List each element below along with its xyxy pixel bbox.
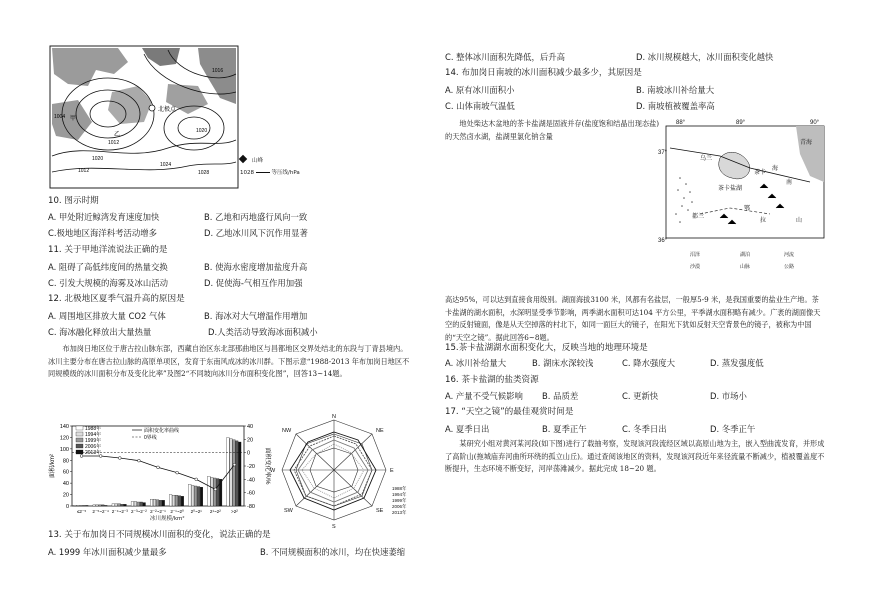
bar-1-3 xyxy=(134,501,137,506)
legend-isobar-value: 1028 xyxy=(240,170,254,176)
q11-option-c[interactable]: C. 引发大规模的海雾及冰山活动 xyxy=(48,278,169,288)
q14-option-d[interactable]: D. 南坡植被覆盖率高 xyxy=(636,101,715,111)
q10-option-c[interactable]: C.极地地区海洋科考活动增多 xyxy=(48,228,158,238)
line-point-5 xyxy=(176,471,179,474)
bar-3-3 xyxy=(140,502,143,506)
bar-1-0 xyxy=(77,505,80,506)
bar-1-8 xyxy=(230,439,233,506)
peak-icon xyxy=(239,155,247,163)
svg-text:W: W xyxy=(270,468,276,474)
svg-text:E: E xyxy=(390,468,394,474)
lat-37-label: 37° xyxy=(658,150,668,156)
bar-0-7 xyxy=(208,476,211,506)
bar-0-6 xyxy=(188,484,191,506)
x-tick-label: 2⁻²~2⁻¹ xyxy=(150,509,166,514)
svg-text:1004: 1004 xyxy=(54,114,66,120)
svg-text:SE: SE xyxy=(376,508,384,514)
q11-stem: 11. 关于甲地洋流说法正确的是 xyxy=(48,245,168,255)
bar-3-1 xyxy=(102,505,105,506)
bar-4-6 xyxy=(200,487,203,506)
q10-option-a[interactable]: A. 甲处附近鲸湾发育速度加快 xyxy=(48,212,160,222)
q14-stem: 14. 布加岗日南坡的冰川面积减少最多少，其原因是 xyxy=(445,68,642,78)
x-tick-label: >2² xyxy=(231,509,238,514)
map-legend xyxy=(240,156,300,176)
q14-option-a[interactable]: A. 原有冰川面积小 xyxy=(445,85,515,95)
bar-1-6 xyxy=(191,485,194,506)
legend-swatch-0 xyxy=(76,426,83,430)
glacier-area-chart xyxy=(48,418,270,528)
bar-3-2 xyxy=(121,504,124,506)
e-label: 鄂 xyxy=(744,206,751,212)
q15-option-a[interactable]: A. 冰川补给量大 xyxy=(445,358,507,368)
dulan-label: 都兰 xyxy=(692,214,705,220)
svg-text:乙: 乙 xyxy=(114,132,121,138)
line-point-4 xyxy=(157,466,160,469)
y-tick-label: 60 xyxy=(62,469,69,476)
svg-text:NE: NE xyxy=(376,428,384,434)
bar-0-4 xyxy=(150,499,153,506)
qinghai-label: 青海 xyxy=(800,140,813,146)
q16-option-b[interactable]: B. 品质差 xyxy=(542,391,579,401)
q14-option-b[interactable]: B. 南坡冰川补给量大 xyxy=(636,85,715,95)
bar-0-0 xyxy=(74,505,77,506)
svg-text:公路: 公路 xyxy=(784,264,795,270)
svg-text:NW: NW xyxy=(282,428,292,434)
svg-text:1994年: 1994年 xyxy=(392,492,407,497)
q15-option-b[interactable]: B. 湖床水深较浅 xyxy=(532,358,594,368)
svg-text:2013年: 2013年 xyxy=(392,510,407,515)
wulan-label: 乌兰 xyxy=(700,156,713,162)
legend-swatch-3 xyxy=(76,444,83,448)
bar-4-4 xyxy=(162,500,165,506)
bar-1-5 xyxy=(172,495,175,506)
chaka-town-label: 茶卡 xyxy=(754,170,767,176)
bar-3-0 xyxy=(83,505,86,506)
bar-2-5 xyxy=(175,495,178,506)
svg-text:1024: 1024 xyxy=(160,162,172,168)
svg-text:山脉: 山脉 xyxy=(740,264,751,270)
legend-label-4: 2013年 xyxy=(85,450,102,456)
y-tick-label: 140 xyxy=(59,424,69,430)
svg-text:1012: 1012 xyxy=(78,168,90,174)
lon-89-label: 89° xyxy=(736,120,746,126)
bar-1-7 xyxy=(210,477,213,506)
x-tick-label: 2⁻⁴~2⁻³ xyxy=(111,509,128,514)
x-tick-label: 2⁻³~2⁻² xyxy=(131,509,147,514)
q13-stem: 13. 关于布加岗日不同规模冰川面积的变化，说法正确的是 xyxy=(48,530,271,540)
bar-0-1 xyxy=(93,505,96,506)
legend-swatch-2 xyxy=(76,438,83,442)
passage-yellow-river: 某研究小组对黄河某河段(如下图)进行了载抽考察，发现该河段流经区域以高原山地为主，嵌入型曲流发育，并形成了高阶山(拖城庙弃河曲所环绕的孤立山丘)。通过查阅该地区的资料，发现该河段近年来径流量不断减少，植被覆盖度不断提升，生态环境不断变好，河岸荡滩减少。据此完成 18~20 题。 xyxy=(445,439,825,473)
legend-label-2: 1999年 xyxy=(85,438,102,444)
line-point-3 xyxy=(137,459,140,462)
legend-zero-label: 0界线 xyxy=(144,435,157,441)
q13-option-a[interactable]: A. 1999 年冰川面积减少量最多 xyxy=(48,547,167,557)
nan-label: 南 xyxy=(786,180,793,186)
passage-chaka-part1: 地处柴达木盆地的茶卡盐湖是固液并存(盐度饱和结晶出现态盐)的天然卤水湖，盐湖里氯化钠含量 xyxy=(445,119,660,141)
bar-0-3 xyxy=(131,501,134,506)
y2-tick-label: 40 xyxy=(247,424,254,430)
q16-option-d[interactable]: D. 市场小 xyxy=(710,391,747,401)
legend-label-1: 1994年 xyxy=(85,432,102,438)
y-tick-label: 0 xyxy=(65,504,69,510)
bar-2-1 xyxy=(99,505,102,506)
q17-option-b[interactable]: B. 夏季正午 xyxy=(542,424,587,434)
svg-text:沼泽: 沼泽 xyxy=(690,252,701,258)
y-tick-label: 80 xyxy=(62,458,69,465)
q13-option-d[interactable]: D. 冰川规模越大，冰川面积变化越快 xyxy=(636,52,774,62)
svg-text:1028: 1028 xyxy=(198,170,210,176)
x-tick-label: 2⁻¹~2⁰ xyxy=(170,509,184,514)
svg-text:甲: 甲 xyxy=(70,116,77,122)
q17-stem: 17. “天空之镜”的最佳观赏时间是 xyxy=(445,407,574,417)
svg-text:1016: 1016 xyxy=(212,68,224,74)
q17-option-d[interactable]: D. 冬季正午 xyxy=(710,424,756,434)
q12-option-d[interactable]: D.人类活动导致海冰面积减小 xyxy=(208,327,318,337)
q16-option-a[interactable]: A. 产量不受气候影响 xyxy=(445,391,523,401)
legend-isobar-label: 等压线/hPa xyxy=(271,170,300,176)
x-tick-label: 2⁰~2¹ xyxy=(190,509,202,514)
passage-chaka-part2: 高达95%，可以达到直接食用级别。湖面海拔3100 米，风都有名盐层，一般厚5-9 米，是我国重要的盐业生产地。茶卡盐湖的湖水面积，水深明显受季节影响，两季湖水面积可达104 平方公里，平季湖水面积略有减少。广袤的湖面像天空的反射镜面，像是从天空掉落的村北下，如同一面巨大的镜子，在阳光下犹如反射天空背景色的镜子，被称为中国的“天空之镜”。据此回答6~8题。 xyxy=(445,295,821,342)
lat-36-label: 36° xyxy=(658,238,668,244)
y2-tick-label: -40 xyxy=(247,477,255,484)
y2-tick-label: 20 xyxy=(247,437,254,444)
y-tick-label: 40 xyxy=(62,481,69,488)
lon-90-label: 90° xyxy=(810,120,820,126)
q11-option-a[interactable]: A. 阻碍了高低纬度间的热量交换 xyxy=(48,262,168,272)
bar-1-1 xyxy=(96,505,99,506)
q15-option-d[interactable]: D. 蒸发强度低 xyxy=(710,358,764,368)
bar-2-2 xyxy=(118,504,121,506)
lon-88-label: 88° xyxy=(676,120,686,126)
svg-text:1020: 1020 xyxy=(196,128,208,134)
svg-text:SW: SW xyxy=(284,508,293,514)
y2-axis-label: 面积变化率/% xyxy=(264,447,270,485)
q16-option-c[interactable]: C. 更新快 xyxy=(622,391,659,401)
q10-stem: 10. 图示时期 xyxy=(48,196,99,206)
bar-3-6 xyxy=(197,487,200,506)
la-label: 拉 xyxy=(760,218,767,224)
y2-tick-label: -80 xyxy=(247,504,255,510)
arctic-pressure-map xyxy=(48,44,240,190)
svg-text:1988年: 1988年 xyxy=(392,486,407,491)
svg-text:湖泊: 湖泊 xyxy=(740,252,751,258)
shan-label: 山 xyxy=(796,218,803,224)
svg-text:S: S xyxy=(332,524,336,530)
q12-option-b[interactable]: B. 海冰对大气增温作用增加 xyxy=(204,311,308,321)
bar-1-4 xyxy=(153,499,156,506)
y-tick-label: 20 xyxy=(62,492,69,499)
y2-tick-label: -60 xyxy=(247,490,255,497)
bar-1-2 xyxy=(115,504,118,506)
bar-4-8 xyxy=(238,442,241,506)
q15-stem: 15.茶卡盐湖湖水面积变化大，反映当地的地理环境是 xyxy=(445,343,648,353)
legend-peak-label: 山峰 xyxy=(252,158,264,164)
passage-bujiagangri: 布加岗日地区位于唐古拉山脉东部，西藏自治区东北部那曲地区与昌都地区交界处结北的东段与丁青县境内。冰川主要分布在唐古拉山脉的高原单项区，发育于东南风成冰的冰川群。下图示意“1988-2013 年布加岗日地区不同规模级的冰川面积分布及变化比率”及图2“不同坡向冰川分布面积变化图”，回答13~14题。 xyxy=(48,344,410,378)
bar-2-3 xyxy=(137,502,140,506)
svg-text:2006年: 2006年 xyxy=(392,504,407,509)
legend-label-0: 1988年 xyxy=(85,426,102,432)
y2-tick-label: 0 xyxy=(247,450,251,457)
bar-4-3 xyxy=(143,503,146,506)
svg-text:1999年: 1999年 xyxy=(392,498,407,503)
legend-label-3: 2006年 xyxy=(85,444,102,450)
y2-tick-label: -20 xyxy=(247,464,255,470)
bar-3-8 xyxy=(235,441,238,506)
bar-3-4 xyxy=(159,500,162,506)
bar-2-0 xyxy=(80,505,83,506)
svg-text:沙漠: 沙漠 xyxy=(690,264,701,270)
q12-option-a[interactable]: A. 周围地区排放大量 CO2 气体 xyxy=(48,311,166,321)
svg-text:河流: 河流 xyxy=(784,252,795,258)
chaka-salt-lake-map xyxy=(660,118,828,278)
aspect-radar-chart xyxy=(254,412,416,530)
q16-stem: 16. 茶卡盐湖的盐类资源 xyxy=(445,375,539,385)
q10-option-d[interactable]: D. 乙地冰川风下沉作用显著 xyxy=(204,228,308,238)
x-tick-label: 2⁻⁵~2⁻⁴ xyxy=(92,509,109,514)
bar-2-4 xyxy=(156,500,159,506)
x-tick-label: ≤2⁻⁵ xyxy=(76,509,87,514)
q12-option-c[interactable]: C. 海冰融化释放出大量热量 xyxy=(48,327,152,337)
q15-option-c[interactable]: C. 降水强度大 xyxy=(622,358,676,368)
line-point-6 xyxy=(195,478,198,481)
line-point-2 xyxy=(118,457,121,460)
bar-0-2 xyxy=(112,504,115,506)
chart-xlabel: 冰川规模/km² xyxy=(150,516,185,522)
svg-text:1020: 1020 xyxy=(92,156,104,162)
bar-2-8 xyxy=(233,440,236,506)
q17-option-a[interactable]: A. 夏季日出 xyxy=(445,424,490,434)
q13-option-c[interactable]: C. 整体冰川面积先降低，后升高 xyxy=(445,52,566,62)
bar-3-7 xyxy=(216,479,219,506)
legend-swatch-1 xyxy=(76,432,83,436)
bar-4-2 xyxy=(124,504,127,506)
line-point-8 xyxy=(233,463,236,466)
bar-4-1 xyxy=(105,505,108,506)
chart-svg xyxy=(48,418,270,528)
bar-2-6 xyxy=(194,486,197,506)
bar-3-5 xyxy=(178,496,181,506)
line-point-0 xyxy=(80,455,83,458)
q11-option-b[interactable]: B. 使海水密度增加盐度升高 xyxy=(204,262,308,272)
bar-4-0 xyxy=(86,505,89,506)
bar-4-5 xyxy=(181,496,184,506)
bar-0-5 xyxy=(169,495,172,506)
isobar-line-icon xyxy=(256,172,270,173)
y-axis-label: 面积/km² xyxy=(50,454,56,478)
q17-option-c[interactable]: C. 冬季日出 xyxy=(622,424,667,434)
x-tick-label: 2¹~2² xyxy=(209,509,221,514)
legend-line-label: 面积变化率曲线 xyxy=(144,428,180,434)
q14-option-c[interactable]: C. 山体南坡气温低 xyxy=(445,101,515,111)
q10-option-b[interactable]: B. 乙地和丙地盛行风向一致 xyxy=(204,212,308,222)
q13-option-b[interactable]: B. 不同规模面积的冰川，均在快速萎缩 xyxy=(260,547,406,557)
svg-text:北极点: 北极点 xyxy=(158,107,177,113)
chaka-lake-label: 茶卡盐湖 xyxy=(718,186,743,192)
svg-text:1012: 1012 xyxy=(108,140,120,146)
y-tick-label: 120 xyxy=(59,435,69,442)
q12-stem: 12. 北极地区夏季气温升高的原因是 xyxy=(48,294,185,304)
svg-text:N: N xyxy=(332,414,336,420)
legend-swatch-4 xyxy=(76,450,83,454)
line-point-7 xyxy=(214,488,217,491)
q11-option-d[interactable]: D. 促使海-气相互作用加强 xyxy=(204,278,303,288)
hai-label: 海 xyxy=(772,166,779,172)
y-tick-label: 100 xyxy=(59,446,69,453)
bar-2-7 xyxy=(213,478,216,506)
